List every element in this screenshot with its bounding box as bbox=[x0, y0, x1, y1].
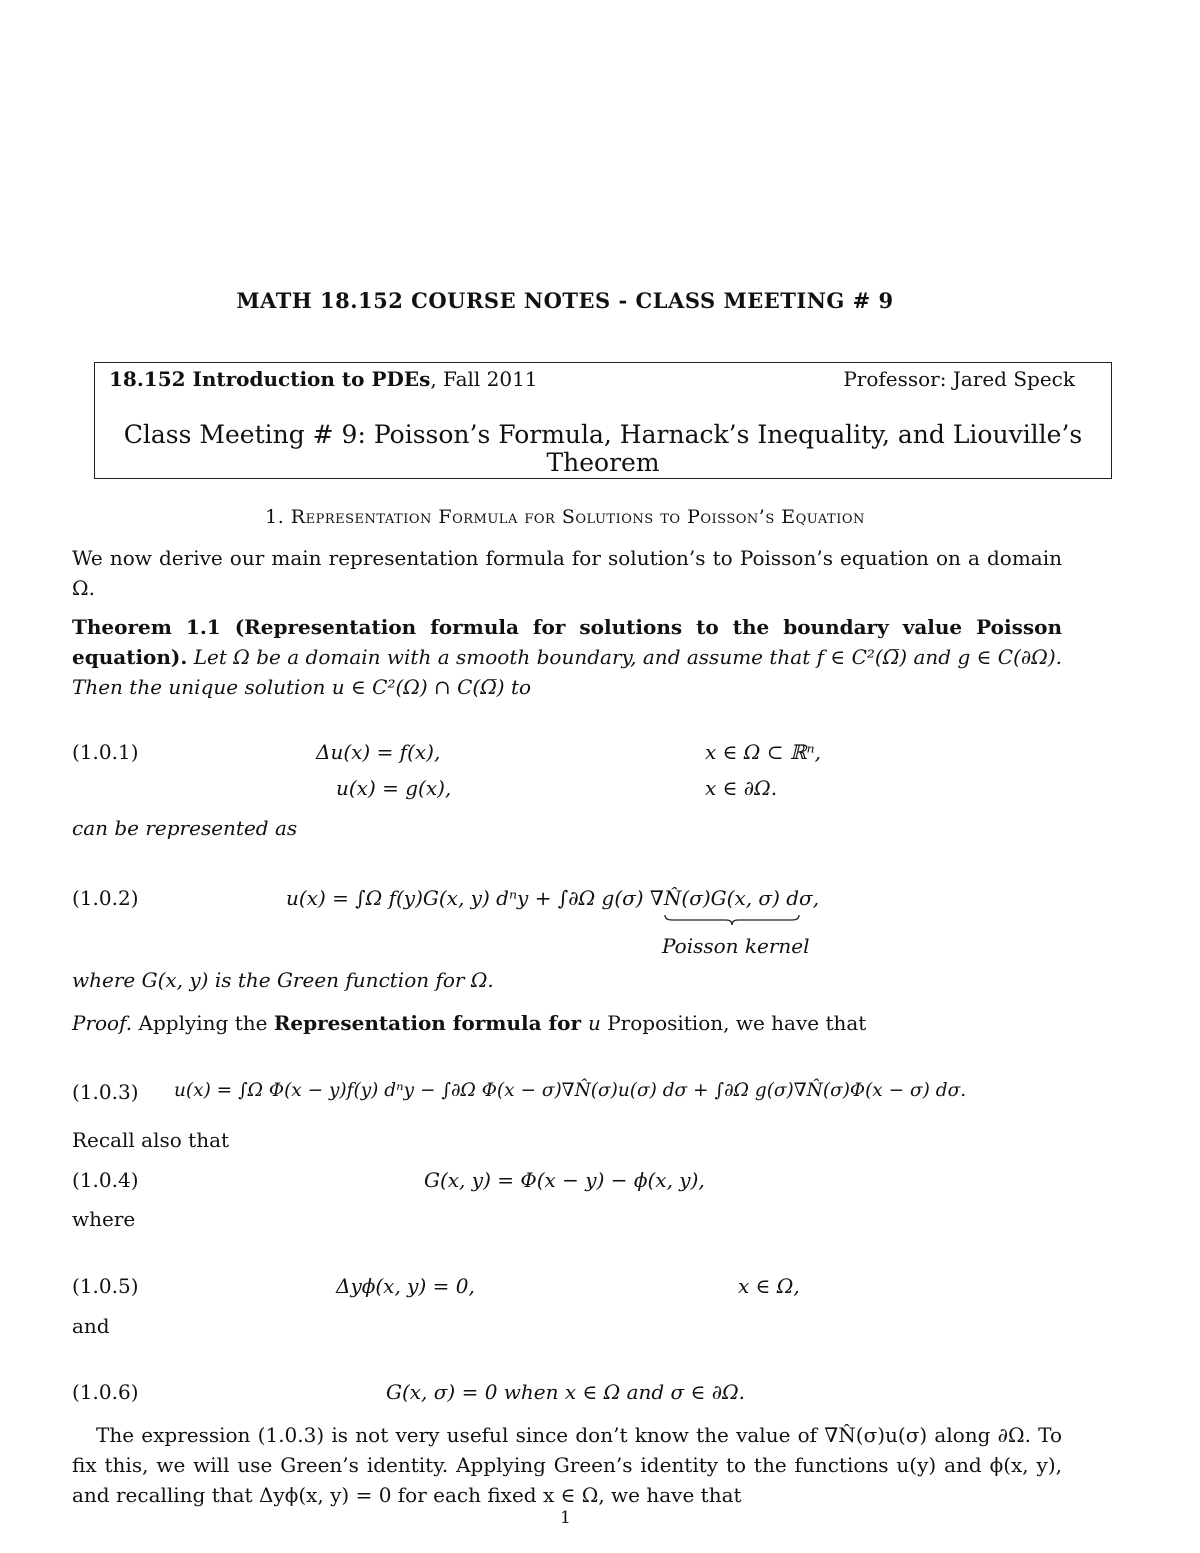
eq-106-number: (1.0.6) bbox=[72, 1380, 139, 1404]
page-number: 1 bbox=[560, 1508, 571, 1528]
final-paragraph: The expression (1.0.3) is not very useful since don’t know the value of ∇N̂(σ)u(σ) along ∂Ω. To fix this, we will use Green’s identity. Applying Green’s identity to the functions u(y) and ϕ(x, y), and recalling that Δyϕ(x, y) = 0 for each fixed x ∈ Ω, we have that bbox=[72, 1423, 1062, 1507]
eq-105-number: (1.0.5) bbox=[72, 1274, 139, 1298]
page-title: MATH 18.152 COURSE NOTES - CLASS MEETING # 9 bbox=[236, 288, 894, 313]
eq-101-number: (1.0.1) bbox=[72, 740, 139, 764]
and-text: and bbox=[72, 1314, 110, 1338]
eq-105-cond: x ∈ Ω, bbox=[738, 1274, 800, 1298]
poisson-kernel-label: Poisson kernel bbox=[662, 934, 810, 958]
where-green-text: where G(x, y) is the Green function for Ω. bbox=[72, 968, 494, 992]
underbrace-icon bbox=[664, 914, 800, 926]
eq-102-number: (1.0.2) bbox=[72, 886, 139, 910]
eq-103: u(x) = ∫Ω Φ(x − y)f(y) dⁿy − ∫∂Ω Φ(x − σ)∇N̂(σ)u(σ) dσ + ∫∂Ω g(σ)∇N̂(σ)Φ(x − σ) dσ. bbox=[174, 1080, 967, 1101]
eq-101-line2: u(x) = g(x), bbox=[336, 776, 452, 800]
eq-101-cond1: x ∈ Ω ⊂ ℝⁿ, bbox=[705, 740, 821, 764]
eq-105: Δyϕ(x, y) = 0, bbox=[336, 1274, 475, 1298]
eq-104: G(x, y) = Φ(x − y) − ϕ(x, y), bbox=[424, 1168, 705, 1192]
recall-text: Recall also that bbox=[72, 1128, 230, 1152]
eq-102: u(x) = ∫Ω f(y)G(x, y) dⁿy + ∫∂Ω g(σ) ∇N̂(σ)G(x, σ) dσ, bbox=[286, 886, 820, 910]
eq-101-line1: Δu(x) = f(x), bbox=[316, 740, 441, 764]
eq-101-cond2: x ∈ ∂Ω. bbox=[705, 776, 778, 800]
professor-name: Professor: Jared Speck bbox=[843, 367, 1075, 391]
where-text: where bbox=[72, 1207, 136, 1231]
section-heading: 1. Representation Formula for Solutions to Poisson’s Equation bbox=[265, 506, 865, 528]
represented-text: can be represented as bbox=[72, 816, 298, 840]
meeting-title: Class Meeting # 9: Poisson’s Formula, Harnack’s Inequality, and Liouville’s Theorem bbox=[123, 420, 1083, 477]
course-name: 18.152 Introduction to PDEs, Fall 2011 bbox=[109, 367, 538, 391]
eq-104-number: (1.0.4) bbox=[72, 1168, 139, 1192]
eq-106: G(x, σ) = 0 when x ∈ Ω and σ ∈ ∂Ω. bbox=[386, 1380, 746, 1404]
course-info-box bbox=[94, 362, 1112, 479]
eq-103-number: (1.0.3) bbox=[72, 1080, 139, 1104]
proof-line: Proof. Applying the Representation formula for u Proposition, we have that bbox=[72, 1011, 867, 1035]
intro-paragraph: We now derive our main representation formula for solution’s to Poisson’s equation on a domain Ω. bbox=[72, 546, 1062, 600]
theorem-block: Theorem 1.1 (Representation formula for solutions to the boundary value Poisson equation). Let Ω be a domain with a smooth boundary, and assume that f ∈ C²(Ω̅) and g ∈ C(∂Ω). Then the unique solution u ∈ C²(Ω) ∩ C(Ω̅) to bbox=[72, 615, 1062, 699]
